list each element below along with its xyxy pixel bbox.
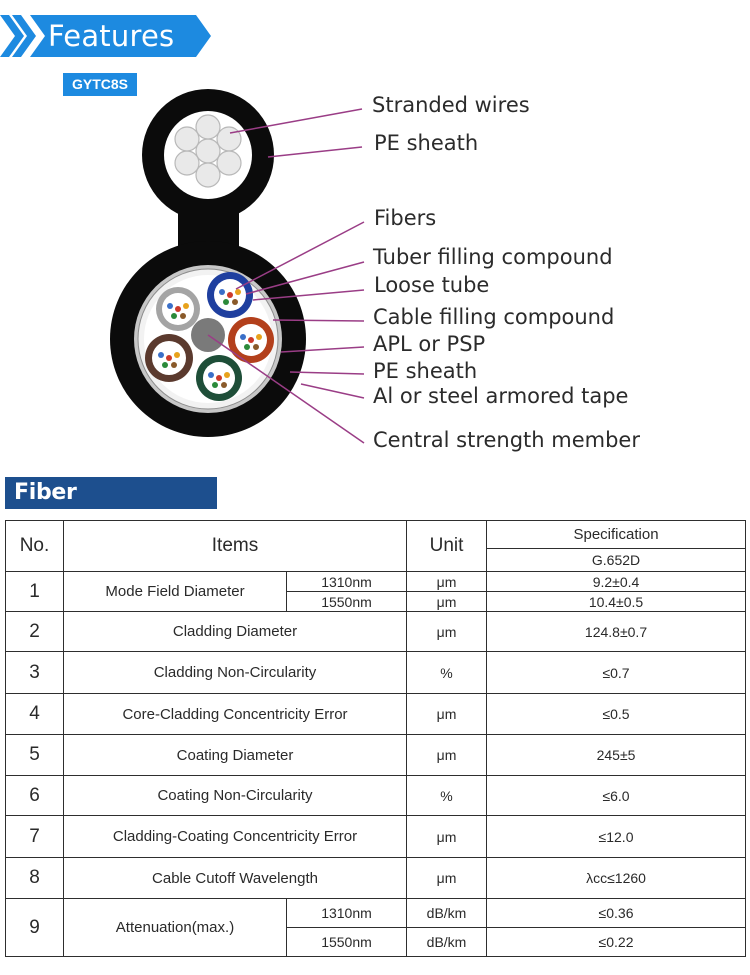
- fiber-parameters-table: [5, 520, 746, 957]
- table-row: [6, 572, 746, 592]
- callout-apl-psp: APL or PSP: [373, 332, 486, 356]
- header-no: No.: [6, 521, 64, 572]
- row-unit: %: [407, 776, 487, 816]
- row-unit: μm: [407, 572, 487, 592]
- row-number: 1: [6, 572, 64, 612]
- row-number: 7: [6, 816, 64, 858]
- row-unit: dB/km: [407, 928, 487, 957]
- row-spec: 124.8±0.7: [487, 612, 746, 652]
- row-wavelength: 1550nm: [287, 592, 407, 612]
- table-row: [6, 899, 746, 928]
- row-unit: dB/km: [407, 899, 487, 928]
- row-number: 2: [6, 612, 64, 652]
- fiber-cable-unit: [110, 241, 306, 437]
- callout-fibers: Fibers: [374, 206, 437, 230]
- table-row: [6, 776, 746, 816]
- table-row: [6, 735, 746, 776]
- row-spec: ≤6.0: [487, 776, 746, 816]
- features-title: Features: [48, 19, 175, 53]
- row-spec: 245±5: [487, 735, 746, 776]
- messenger-wire-unit: [142, 89, 274, 250]
- row-unit: μm: [407, 612, 487, 652]
- callout-central-member: Central strength member: [373, 428, 640, 452]
- callout-pe-sheath-top: PE sheath: [374, 131, 479, 155]
- row-number: 5: [6, 735, 64, 776]
- row-item: Coating Diameter: [64, 735, 407, 776]
- row-item: Core-Cladding Concentricity Error: [64, 694, 407, 735]
- row-spec: ≤0.5: [487, 694, 746, 735]
- row-spec: ≤0.36: [487, 899, 746, 928]
- header-standard: G.652D: [487, 549, 746, 572]
- callout-cable-filling: Cable filling compound: [373, 305, 615, 329]
- row-number: 3: [6, 652, 64, 694]
- row-item: Cable Cutoff Wavelength: [64, 858, 407, 899]
- row-spec: λcc≤1260: [487, 858, 746, 899]
- row-item: Coating Non-Circularity: [64, 776, 407, 816]
- fiber-parameters-title: Fiber Parameters: [14, 480, 155, 537]
- table-row: [6, 816, 746, 858]
- table-row: [6, 652, 746, 694]
- header-items: Items: [64, 521, 407, 572]
- row-unit: %: [407, 652, 487, 694]
- row-unit: μm: [407, 694, 487, 735]
- row-unit: μm: [407, 816, 487, 858]
- header-unit: Unit: [407, 521, 487, 572]
- row-number: 6: [6, 776, 64, 816]
- row-spec: ≤12.0: [487, 816, 746, 858]
- row-spec: ≤0.22: [487, 928, 746, 957]
- callout-stranded-wires: Stranded wires: [372, 93, 530, 117]
- table-row: [6, 858, 746, 899]
- callout-armored-tape: Al or steel armored tape: [373, 384, 629, 408]
- header-specification: Specification: [487, 521, 746, 549]
- callout-pe-sheath-bottom: PE sheath: [373, 359, 478, 383]
- table-header-row: [6, 521, 746, 549]
- callout-tube-filling: Tuber filling compound: [373, 245, 613, 269]
- row-item: Mode Field Diameter: [64, 572, 287, 612]
- model-tag: GYTC8S: [63, 73, 137, 96]
- row-unit: μm: [407, 858, 487, 899]
- fiber-parameters-banner: [5, 477, 217, 537]
- callout-loose-tube: Loose tube: [374, 273, 490, 297]
- row-number: 4: [6, 694, 64, 735]
- row-item: Cladding-Coating Concentricity Error: [64, 816, 407, 858]
- row-number: 9: [6, 899, 64, 957]
- row-spec: 9.2±0.4: [487, 572, 746, 592]
- row-spec: 10.4±0.5: [487, 592, 746, 612]
- row-unit: μm: [407, 592, 487, 612]
- table-row: [6, 612, 746, 652]
- row-number: 8: [6, 858, 64, 899]
- row-wavelength: 1310nm: [287, 572, 407, 592]
- row-spec: ≤0.7: [487, 652, 746, 694]
- row-item: Attenuation(max.): [64, 899, 287, 957]
- row-item: Cladding Non-Circularity: [64, 652, 407, 694]
- row-unit: μm: [407, 735, 487, 776]
- table-row: [6, 694, 746, 735]
- row-wavelength: 1550nm: [287, 928, 407, 957]
- row-item: Cladding Diameter: [64, 612, 407, 652]
- row-wavelength: 1310nm: [287, 899, 407, 928]
